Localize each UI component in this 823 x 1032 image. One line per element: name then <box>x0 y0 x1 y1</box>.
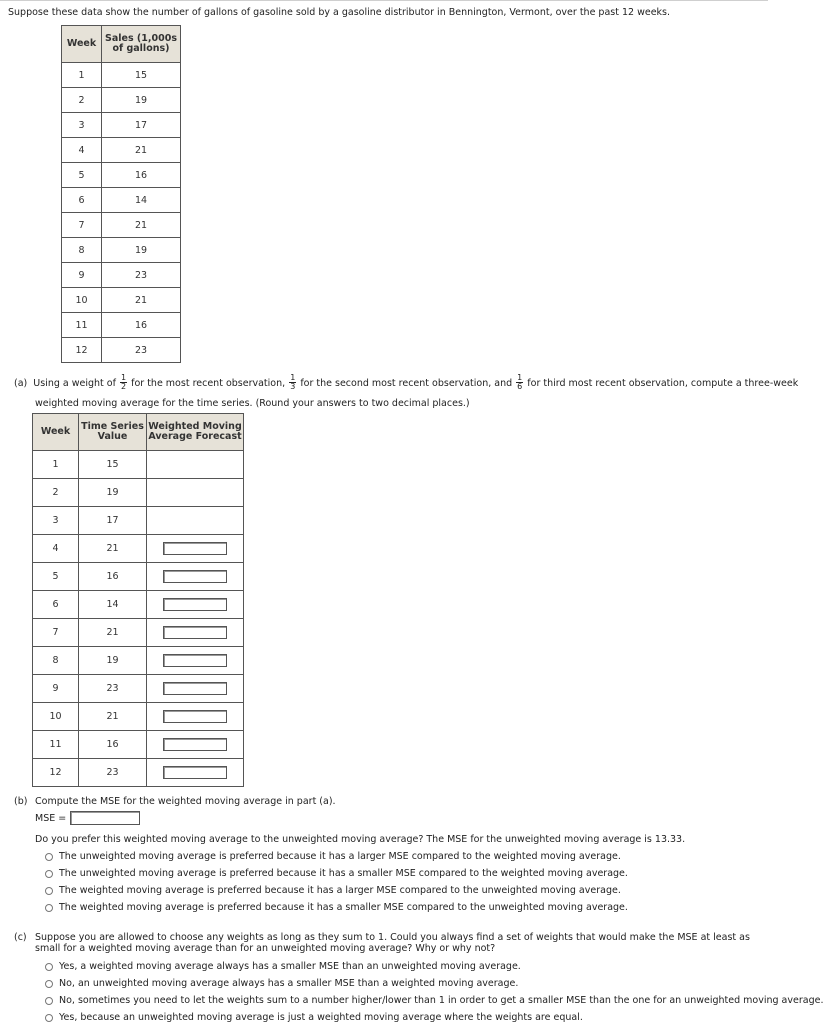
table-row <box>62 238 181 263</box>
part-a-label: (a) <box>14 378 28 389</box>
forecast-cell <box>147 563 244 591</box>
weight-half-fraction: $\frac{1}{2}$ <box>120 373 127 391</box>
week-cell: 3 <box>33 507 79 535</box>
week-cell: 10 <box>62 288 102 313</box>
table-row <box>33 647 244 675</box>
table-row <box>33 591 244 619</box>
radio-option-label: No, sometimes you need to let the weights sum to a number higher/lower than 1 in order to get a smaller MSE than the one for an unweighted moving average. <box>59 995 823 1006</box>
forecast-cell <box>147 507 244 535</box>
sales-cell: 15 <box>102 63 181 88</box>
table-row <box>62 213 181 238</box>
radio-button[interactable] <box>45 1014 53 1022</box>
table-row <box>62 313 181 338</box>
part-b-options <box>45 848 628 916</box>
mse-input[interactable] <box>70 811 140 825</box>
forecast-cell <box>147 675 244 703</box>
forecast-cell <box>147 759 244 787</box>
radio-button[interactable] <box>45 980 53 988</box>
sales-cell: 16 <box>102 313 181 338</box>
table-row <box>33 731 244 759</box>
week-cell: 4 <box>62 138 102 163</box>
week-cell: 7 <box>62 213 102 238</box>
forecast-header: Weighted Moving Average Forecast <box>147 414 244 451</box>
week-cell: 1 <box>62 63 102 88</box>
forecast-input[interactable] <box>163 626 227 639</box>
forecast-cell <box>147 479 244 507</box>
week-cell: 8 <box>33 647 79 675</box>
table-row <box>33 703 244 731</box>
part-c-options <box>45 958 823 1026</box>
week-cell: 4 <box>33 535 79 563</box>
forecast-cell <box>147 731 244 759</box>
week-cell: 2 <box>62 88 102 113</box>
forecast-cell <box>147 591 244 619</box>
forecast-input[interactable] <box>163 766 227 779</box>
forecast-cell <box>147 451 244 479</box>
week-cell: 6 <box>33 591 79 619</box>
radio-button[interactable] <box>45 904 53 912</box>
week-header: Week <box>33 414 79 451</box>
forecast-cell <box>147 619 244 647</box>
forecast-input[interactable] <box>163 682 227 695</box>
intro-text: Suppose these data show the number of gallons of gasoline sold by a gasoline distributor in Bennington, Vermont, over the past 12 weeks. <box>8 7 671 18</box>
table-row <box>33 507 244 535</box>
week-cell: 12 <box>33 759 79 787</box>
radio-button[interactable] <box>45 870 53 878</box>
radio-option-label: The unweighted moving average is preferred because it has a larger MSE compared to the weighted moving average. <box>59 851 621 862</box>
table-row <box>62 88 181 113</box>
table-row <box>62 63 181 88</box>
radio-option[interactable] <box>45 882 628 899</box>
part-b-label: (b) <box>14 796 28 807</box>
radio-option-label: The weighted moving average is preferred because it has a larger MSE compared to the unweighted moving average. <box>59 885 621 896</box>
week-cell: 3 <box>62 113 102 138</box>
week-cell: 2 <box>33 479 79 507</box>
mse-label: MSE = <box>35 812 67 824</box>
value-cell: 19 <box>79 479 147 507</box>
sales-cell: 23 <box>102 263 181 288</box>
table-row <box>33 451 244 479</box>
radio-option[interactable] <box>45 958 823 975</box>
sales-cell: 23 <box>102 338 181 363</box>
sales-cell: 21 <box>102 213 181 238</box>
forecast-input[interactable] <box>163 542 227 555</box>
radio-option[interactable] <box>45 848 628 865</box>
sales-cell: 16 <box>102 163 181 188</box>
radio-option[interactable] <box>45 899 628 916</box>
part-a-text: (a) Using a weight of $\frac{1}{2}$ for the most recent observation, $\frac{1}{3}$ for the second most recent observation, and $\frac{1}{6}$ for third most recent observation, compute a three-week <box>14 373 799 391</box>
week-cell: 6 <box>62 188 102 213</box>
sales-cell: 14 <box>102 188 181 213</box>
part-c-text: Suppose you are allowed to choose any weights as long as they sum to 1. Could you always find a set of weights that would make the MSE at least as small for a weighted moving average than for an unweighted moving average? Why or why not? <box>35 932 750 954</box>
table-row <box>33 759 244 787</box>
week-cell: 1 <box>33 451 79 479</box>
week-cell: 12 <box>62 338 102 363</box>
forecast-cell <box>147 703 244 731</box>
value-cell: 16 <box>79 563 147 591</box>
time-series-header: Time Series Value <box>79 414 147 451</box>
value-cell: 17 <box>79 507 147 535</box>
forecast-input[interactable] <box>163 570 227 583</box>
radio-option-label: Yes, because an unweighted moving average is just a weighted moving average where the weights are equal. <box>59 1012 583 1023</box>
radio-option-label: The unweighted moving average is preferred because it has a smaller MSE compared to the weighted moving average. <box>59 868 628 879</box>
value-cell: 21 <box>79 619 147 647</box>
week-cell: 5 <box>62 163 102 188</box>
sales-header: Sales (1,000s of gallons) <box>102 26 181 63</box>
value-cell: 23 <box>79 675 147 703</box>
value-cell: 21 <box>79 703 147 731</box>
radio-option[interactable] <box>45 865 628 882</box>
value-cell: 14 <box>79 591 147 619</box>
table-row <box>62 263 181 288</box>
week-cell: 7 <box>33 619 79 647</box>
table-row <box>33 479 244 507</box>
forecast-cell <box>147 647 244 675</box>
mse-row <box>35 811 140 825</box>
weight-third-fraction: $\frac{1}{3}$ <box>290 373 296 391</box>
week-cell: 9 <box>33 675 79 703</box>
table-row <box>33 675 244 703</box>
week-cell: 10 <box>33 703 79 731</box>
forecast-input[interactable] <box>163 654 227 667</box>
week-cell: 9 <box>62 263 102 288</box>
weight-sixth-fraction: $\frac{1}{6}$ <box>517 373 523 391</box>
radio-option-label: Yes, a weighted moving average always has a smaller MSE than an unweighted moving average. <box>59 961 521 972</box>
week-cell: 8 <box>62 238 102 263</box>
value-cell: 23 <box>79 759 147 787</box>
sales-cell: 21 <box>102 138 181 163</box>
radio-option[interactable] <box>45 992 823 1009</box>
radio-option[interactable] <box>45 1009 823 1026</box>
table-row <box>62 338 181 363</box>
radio-option[interactable] <box>45 975 823 992</box>
table-row <box>33 619 244 647</box>
radio-button[interactable] <box>45 963 53 971</box>
forecast-cell <box>147 535 244 563</box>
sales-table <box>61 25 181 363</box>
table-row <box>62 138 181 163</box>
table-row <box>33 535 244 563</box>
part-a-text-cont: weighted moving average for the time series. (Round your answers to two decimal places.) <box>35 398 470 409</box>
value-cell: 16 <box>79 731 147 759</box>
radio-button[interactable] <box>45 997 53 1005</box>
radio-button[interactable] <box>45 887 53 895</box>
part-b-question: Do you prefer this weighted moving average to the unweighted moving average? The MSE for the unweighted moving average is 13.33. <box>35 834 686 845</box>
table-row <box>33 563 244 591</box>
radio-option-label: The weighted moving average is preferred because it has a smaller MSE compared to the unweighted moving average. <box>59 902 628 913</box>
table-row <box>62 188 181 213</box>
week-cell: 11 <box>62 313 102 338</box>
sales-cell: 17 <box>102 113 181 138</box>
forecast-input[interactable] <box>163 738 227 751</box>
table-row <box>62 163 181 188</box>
week-cell: 5 <box>33 563 79 591</box>
sales-cell: 19 <box>102 88 181 113</box>
week-cell: 11 <box>33 731 79 759</box>
part-b-text: Compute the MSE for the weighted moving average in part (a). <box>35 796 336 807</box>
table-row <box>62 288 181 313</box>
value-cell: 19 <box>79 647 147 675</box>
part-c-label: (c) <box>14 932 27 943</box>
table-row <box>62 113 181 138</box>
value-cell: 15 <box>79 451 147 479</box>
sales-cell: 21 <box>102 288 181 313</box>
forecast-input[interactable] <box>163 598 227 611</box>
week-header: Week <box>62 26 102 63</box>
radio-option-label: No, an unweighted moving average always has a smaller MSE than a weighted moving average. <box>59 978 519 989</box>
forecast-input[interactable] <box>163 710 227 723</box>
value-cell: 21 <box>79 535 147 563</box>
radio-button[interactable] <box>45 853 53 861</box>
forecast-table <box>32 413 244 787</box>
sales-cell: 19 <box>102 238 181 263</box>
